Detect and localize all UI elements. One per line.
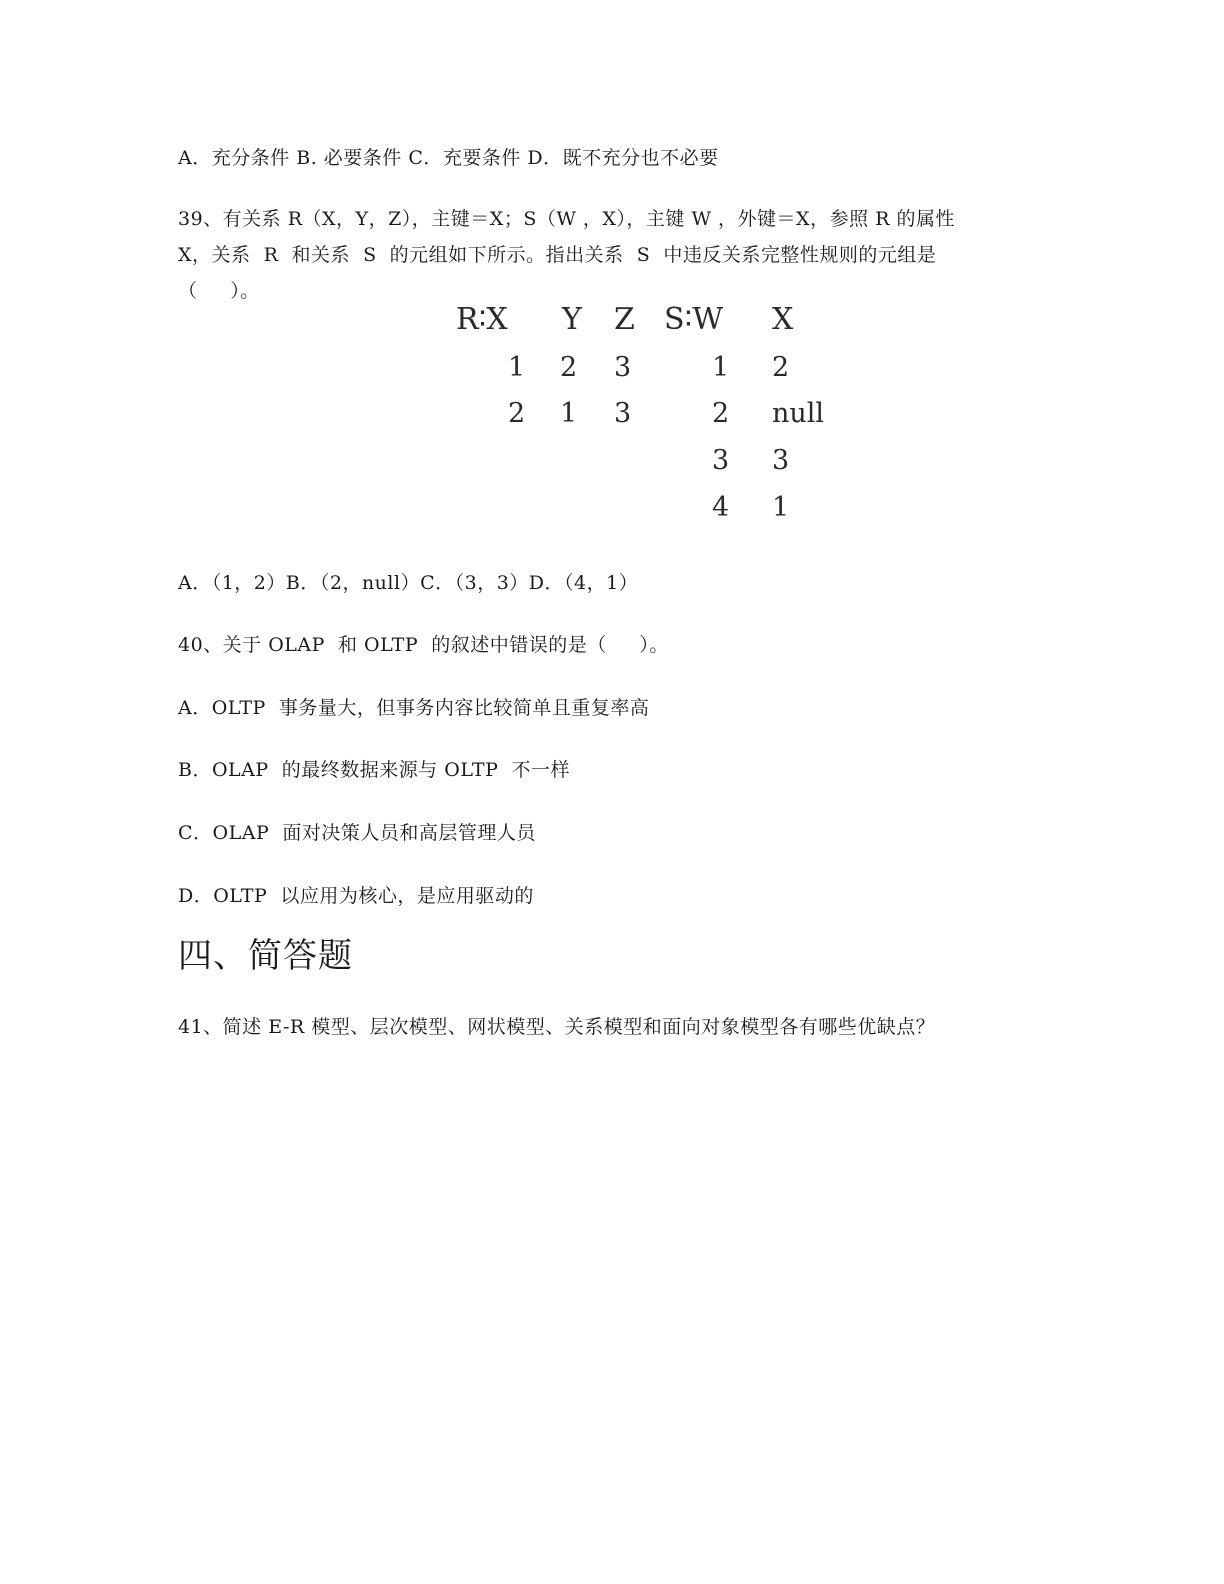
s-header-x: X <box>772 302 794 337</box>
r-cell: 2 <box>560 352 578 383</box>
s-cell: 2 <box>712 398 730 429</box>
q39-stem-line1: 39、有关系 R（X，Y，Z），主键＝X；S（W ，X），主键 W ，外键＝X，参照 R 的属性 <box>178 208 955 230</box>
r-cell: 1 <box>508 352 526 383</box>
s-cell: 3 <box>772 445 790 476</box>
s-cell: 1 <box>772 492 790 523</box>
r-header-y: Y <box>562 302 582 337</box>
q40-option-a: A．OLTP 事务量大，但事务内容比较简单且重复率高 <box>178 697 650 719</box>
q39-stem-line2: X，关系 R 和关系 S 的元组如下所示。指出关系 S 中违反关系完整性规则的元组是 <box>178 244 937 266</box>
q39-options: A．（1，2）B．（2，null）C．（3，3）D．（4，1） <box>178 572 639 594</box>
s-cell: 1 <box>712 352 730 383</box>
r-cell: 3 <box>614 398 632 429</box>
s-cell: 2 <box>772 352 790 383</box>
q40-option-b: B．OLAP 的最终数据来源与 OLTP 不一样 <box>178 759 570 781</box>
r-header-x: R∶X <box>456 302 508 337</box>
r-cell: 2 <box>508 398 526 429</box>
s-cell: 3 <box>712 445 730 476</box>
s-cell: 4 <box>712 492 730 523</box>
r-cell: 3 <box>614 352 632 383</box>
s-cell: null <box>772 398 825 429</box>
q40-option-c: C．OLAP 面对决策人员和高层管理人员 <box>178 822 536 844</box>
q39-stem-line3: （ ）。 <box>178 280 260 302</box>
r-header-z: Z <box>614 302 635 337</box>
q40-stem: 40、关于 OLAP 和 OLTP 的叙述中错误的是（ ）。 <box>178 634 669 656</box>
q41-stem: 41、简述 E-R 模型、层次模型、网状模型、关系模型和面向对象模型各有哪些优缺点？ <box>178 1016 936 1038</box>
relation-tables-figure <box>450 300 850 532</box>
q40-option-d: D．OLTP 以应用为核心，是应用驱动的 <box>178 885 534 907</box>
r-cell: 1 <box>560 398 578 429</box>
q38-options: A．充分条件 B. 必要条件 C．充要条件 D．既不充分也不必要 <box>178 147 719 169</box>
section-heading: 四、简答题 <box>178 936 353 976</box>
s-header-w: S∶W <box>664 302 724 337</box>
